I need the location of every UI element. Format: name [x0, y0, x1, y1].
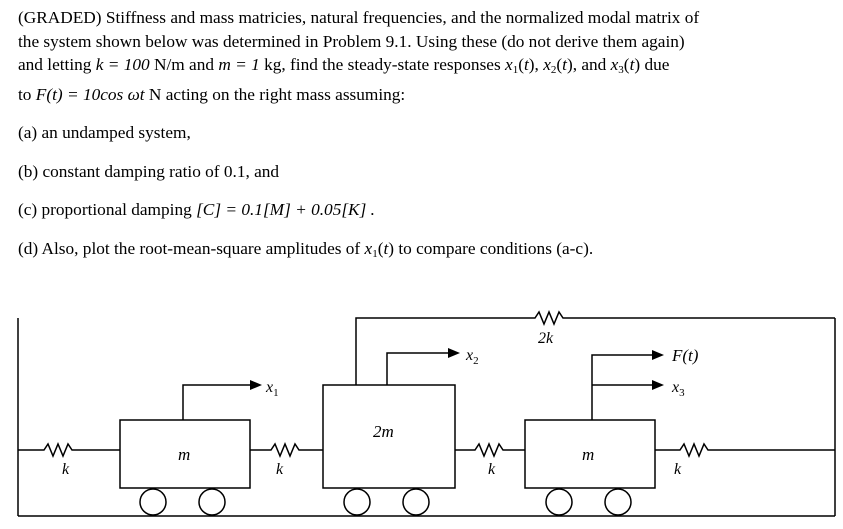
k-value: k = 100 [95, 55, 150, 74]
x3-label: $x_3$ [672, 379, 685, 399]
item-a: (a) an undamped system, [18, 123, 191, 142]
item-b: (b) constant damping ratio of 0.1, and [18, 161, 280, 181]
x1-indicator [183, 385, 254, 420]
spring-right [655, 444, 835, 456]
wheel [605, 489, 631, 515]
problem-line-3: and letting k = 100 N/m and m = 1 kg, find the steady-state responses $x_1(t)$, $x_2(t)$, and $x_3(t)$ due [18, 55, 670, 76]
mass-left-label: m [178, 445, 191, 464]
x2-arrow-icon [448, 348, 460, 358]
wheel [199, 489, 225, 515]
force-label: F(t) [672, 346, 699, 365]
x3-arrow-icon [652, 380, 664, 390]
problem-line-1: (GRADED) Stiffness and mass matricies, natural frequencies, and the normalized modal matrix of [18, 8, 700, 27]
mass-middle-label: 2m [373, 422, 394, 441]
spring-1-label: k [276, 461, 284, 478]
spring-left-label: k [62, 461, 70, 478]
problem-line-4: to F(t) = 10cos ωt N acting on the right mass assuming: [18, 84, 406, 104]
item-d: (d) Also, plot the root-mean-square amplitudes of $x_1(t)$ to compare conditions (a-c). [18, 238, 594, 260]
problem-line-2: the system shown below was determined in Problem 9.1. Using these (do not derive them again) [18, 31, 685, 51]
spring-top-label: 2k [538, 330, 554, 347]
force-expression: F(t) = 10cos ωt [35, 84, 145, 104]
wheel [403, 489, 429, 515]
x1-arrow-icon [250, 380, 262, 390]
m-value: m = 1 [218, 55, 260, 74]
x1-label: $x_1$ [266, 379, 279, 399]
damping-expression: [C] = 0.1[M] + 0.05[K] . [196, 200, 375, 219]
force-indicator [592, 355, 656, 420]
spring-left [18, 444, 120, 456]
spring-2 [455, 444, 525, 456]
wheel [344, 489, 370, 515]
wheel [140, 489, 166, 515]
spring-1 [250, 444, 323, 456]
spring-2-label: k [488, 461, 496, 478]
spring-right-label: k [674, 461, 682, 478]
x2-label: $x_2$ [466, 347, 479, 367]
item-c: (c) proportional damping [C] = 0.1[M] + 0.05[K] . [18, 200, 375, 219]
wheel [546, 489, 572, 515]
x2-indicator [387, 353, 452, 385]
force-arrow-icon [652, 350, 664, 360]
spring-top [356, 312, 835, 385]
mass-right-label: m [582, 445, 595, 464]
